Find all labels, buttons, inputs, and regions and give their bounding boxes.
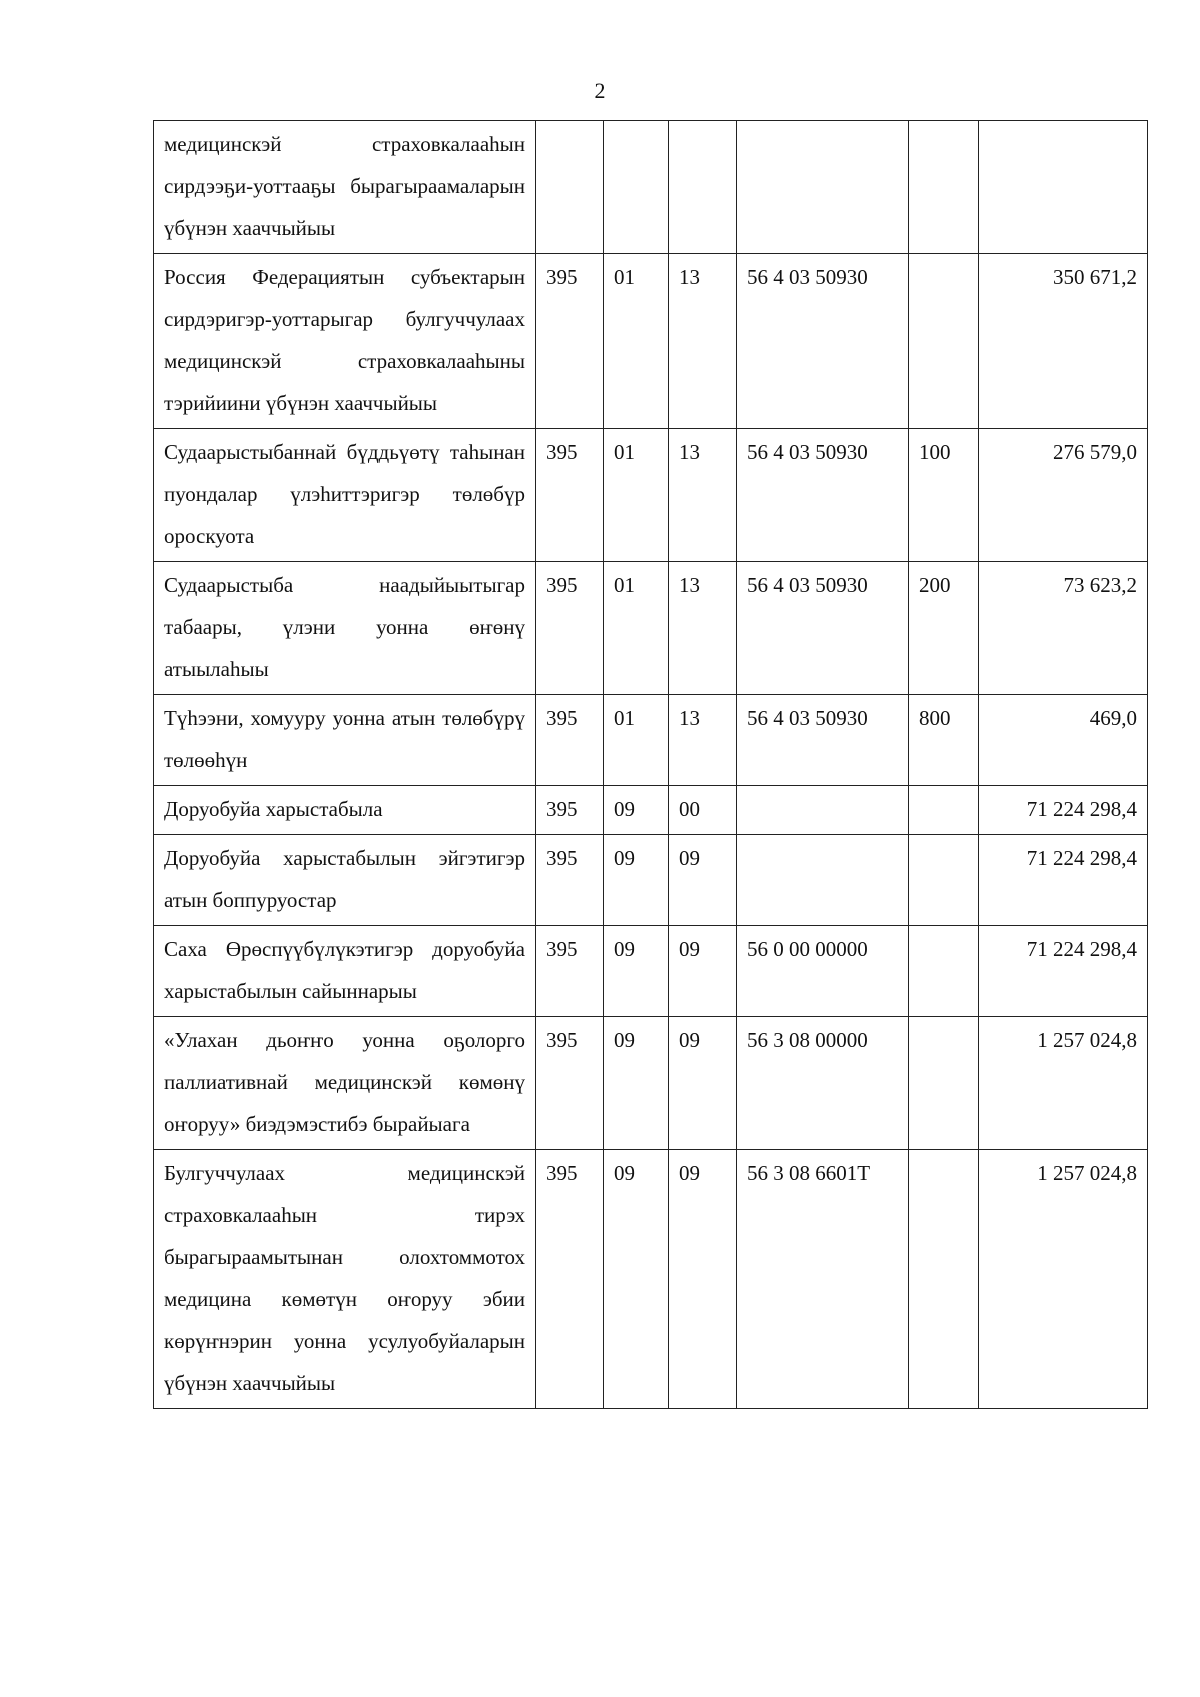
expense-type-cell: [909, 1017, 979, 1150]
row-name-cell: Саха Өрөспүүбүлүкэтигэр доруобуйа харыстабылын сайыннарыы: [154, 926, 536, 1017]
admin-code-cell: 395: [536, 835, 604, 926]
admin-code-cell: 395: [536, 562, 604, 695]
subsection-code-cell: [669, 121, 737, 254]
admin-code-cell: 395: [536, 429, 604, 562]
expense-type-cell: [909, 786, 979, 835]
admin-code-cell: 395: [536, 1017, 604, 1150]
table-row: [154, 926, 1148, 1017]
expense-type-cell: 100: [909, 429, 979, 562]
section-code-cell: [604, 121, 669, 254]
table-row: [154, 562, 1148, 695]
subsection-code-cell: 00: [669, 786, 737, 835]
row-name-cell: Судаарыстыба наадыйыытыгар табаары, үлэни уонна өҥөнү атыылаһыы: [154, 562, 536, 695]
amount-cell: 350 671,2: [979, 254, 1148, 429]
expense-type-cell: 800: [909, 695, 979, 786]
admin-code-cell: 395: [536, 926, 604, 1017]
expense-type-cell: [909, 1150, 979, 1409]
target-article-cell: [737, 786, 909, 835]
amount-cell: 1 257 024,8: [979, 1150, 1148, 1409]
row-name-cell: медицинскэй страховкалааһын сирдээҕи-уоттааҕы бырагыраамаларын үбүнэн хааччыйыы: [154, 121, 536, 254]
target-article-cell: [737, 121, 909, 254]
row-name-cell: Доруобуйа харыстабылын эйгэтигэр атын боппуруостар: [154, 835, 536, 926]
target-article-cell: 56 3 08 00000: [737, 1017, 909, 1150]
amount-cell: 73 623,2: [979, 562, 1148, 695]
target-article-cell: 56 4 03 50930: [737, 695, 909, 786]
section-code-cell: 09: [604, 926, 669, 1017]
amount-cell: 276 579,0: [979, 429, 1148, 562]
subsection-code-cell: 13: [669, 695, 737, 786]
subsection-code-cell: 13: [669, 254, 737, 429]
section-code-cell: 01: [604, 254, 669, 429]
admin-code-cell: 395: [536, 254, 604, 429]
subsection-code-cell: 09: [669, 1017, 737, 1150]
table-row: [154, 1017, 1148, 1150]
table-row: [154, 695, 1148, 786]
budget-table: [153, 120, 1148, 1409]
section-code-cell: 09: [604, 1150, 669, 1409]
amount-cell: [979, 121, 1148, 254]
table-row: [154, 429, 1148, 562]
section-code-cell: 09: [604, 1017, 669, 1150]
subsection-code-cell: 09: [669, 926, 737, 1017]
row-name-cell: Россия Федерациятын субъектарын сирдэригэр-уоттарыгар булгуччулаах медицинскэй страховкалааһыны тэрийиини үбүнэн хааччыйыы: [154, 254, 536, 429]
admin-code-cell: 395: [536, 786, 604, 835]
page-number: 2: [594, 78, 606, 103]
target-article-cell: [737, 835, 909, 926]
expense-type-cell: 200: [909, 562, 979, 695]
target-article-cell: 56 3 08 6601Т: [737, 1150, 909, 1409]
expense-type-cell: [909, 835, 979, 926]
amount-cell: 71 224 298,4: [979, 835, 1148, 926]
admin-code-cell: 395: [536, 695, 604, 786]
row-name-cell: Түһээни, хомуурy уонна атын төлөбүрү төлөөһүн: [154, 695, 536, 786]
admin-code-cell: [536, 121, 604, 254]
amount-cell: 1 257 024,8: [979, 1017, 1148, 1150]
target-article-cell: 56 4 03 50930: [737, 254, 909, 429]
subsection-code-cell: 09: [669, 835, 737, 926]
amount-cell: 71 224 298,4: [979, 786, 1148, 835]
amount-cell: 469,0: [979, 695, 1148, 786]
subsection-code-cell: 13: [669, 429, 737, 562]
subsection-code-cell: 13: [669, 562, 737, 695]
table-row: [154, 1150, 1148, 1409]
row-name-cell: Судаарыстыбаннай бүддьүөтү таһынан пуондалар үлэһиттэригэр төлөбүр ороскуота: [154, 429, 536, 562]
amount-cell: 71 224 298,4: [979, 926, 1148, 1017]
section-code-cell: 09: [604, 835, 669, 926]
admin-code-cell: 395: [536, 1150, 604, 1409]
table-row: [154, 786, 1148, 835]
subsection-code-cell: 09: [669, 1150, 737, 1409]
section-code-cell: 01: [604, 695, 669, 786]
table-row: [154, 254, 1148, 429]
section-code-cell: 01: [604, 429, 669, 562]
section-code-cell: 09: [604, 786, 669, 835]
table-row: [154, 121, 1148, 254]
target-article-cell: 56 4 03 50930: [737, 562, 909, 695]
row-name-cell: «Улахан дьоҥҥо уонна оҕолорго паллиативнай медицинскэй көмөнү оҥоруу» биэдэмэстибэ бырайыага: [154, 1017, 536, 1150]
target-article-cell: 56 0 00 00000: [737, 926, 909, 1017]
table-row: [154, 835, 1148, 926]
row-name-cell: Доруобуйа харыстабыла: [154, 786, 536, 835]
row-name-cell: Булгуччулаах медицинскэй страховкалааһын тирэх бырагыраамытынан олохтоммотох медицина көмөтүн оҥоруу эбии көрүҥнэрин уонна усулуобуйаларын үбүнэн хааччыйыы: [154, 1150, 536, 1409]
section-code-cell: 01: [604, 562, 669, 695]
target-article-cell: 56 4 03 50930: [737, 429, 909, 562]
expense-type-cell: [909, 254, 979, 429]
expense-type-cell: [909, 121, 979, 254]
expense-type-cell: [909, 926, 979, 1017]
